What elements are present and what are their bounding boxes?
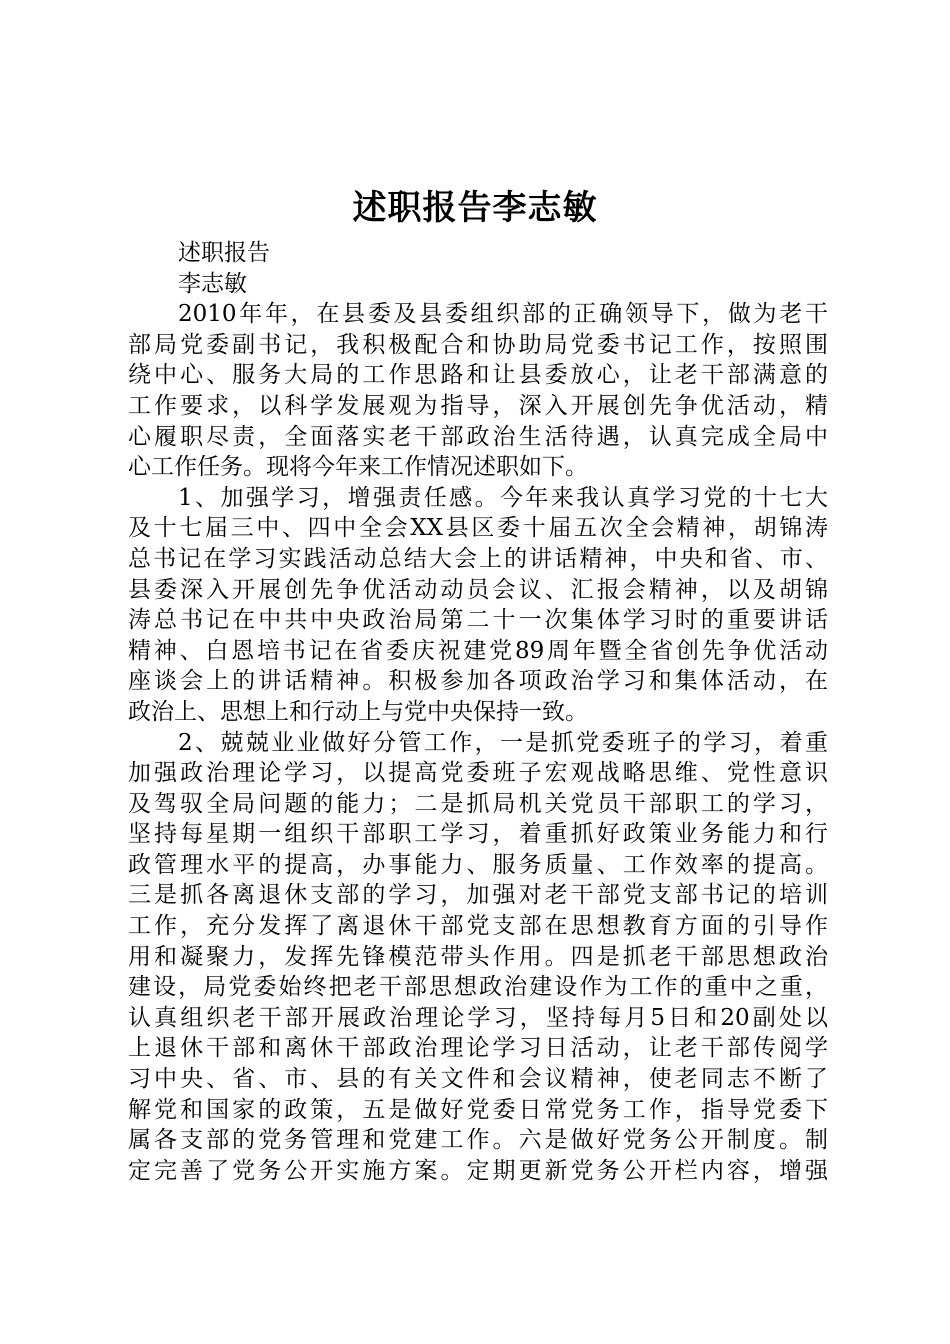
text-line: 及驾驭全局问题的能力；二是抓局机关党员干部职工的学习， <box>128 790 828 817</box>
text-line: 涛总书记在中共中央政治局第二十一次集体学习时的重要讲话 <box>128 607 828 634</box>
text-line: 解党和国家的政策，五是做好党委日常党务工作，指导党委下 <box>128 1096 828 1123</box>
text-line: 坚持每星期一组织干部职工学习，着重抓好政策业务能力和行 <box>128 821 828 848</box>
text-line: 定完善了党务公开实施方案。定期更新党务公开栏内容，增强 <box>128 1157 828 1184</box>
text-line: 绕中心、服务大局的工作思路和让县委放心，让老干部满意的 <box>128 362 828 389</box>
author-line: 李志敏 <box>178 270 247 297</box>
text-line: 心工作任务。现将今年来工作情况述职如下。 <box>128 454 588 481</box>
heading-line: 述职报告 <box>178 240 270 266</box>
text-line: 2、兢兢业业做好分管工作，一是抓党委班子的学习，着重 <box>178 729 828 756</box>
text-line: 建设，局党委始终把老干部思想政治建设作为工作的重中之重， <box>128 974 828 1001</box>
paragraph-1 <box>128 299 828 483</box>
text-line: 心履职尽责，全面落实老干部政治生活待遇，认真完成全局中 <box>128 423 828 450</box>
document-body <box>128 238 828 1186</box>
text-line: 习中央、省、市、县的有关文件和会议精神，使老同志不断了 <box>128 1066 828 1093</box>
text-line: 座谈会上的讲话精神。积极参加各项政治学习和集体活动，在 <box>128 668 828 695</box>
text-line: 上退休干部和离休干部政治理论学习日活动，让老干部传阅学 <box>128 1035 828 1062</box>
text-line: 工作要求，以科学发展观为指导，深入开展创先争优活动，精 <box>128 392 828 419</box>
document-title: 述职报告李志敏 <box>352 188 598 228</box>
text-line: 用和凝聚力，发挥先锋模范带头作用。四是抓老干部思想政治 <box>128 943 828 970</box>
text-line: 县委深入开展创先争优活动动员会议、汇报会精神，以及胡锦 <box>128 576 828 603</box>
text-line: 部局党委副书记，我积极配合和协助局党委书记工作，按照围 <box>128 331 828 358</box>
paragraph-3 <box>128 728 828 1187</box>
text-line: 政管理水平的提高，办事能力、服务质量、工作效率的提高。 <box>128 851 828 878</box>
text-line: 2010年年，在县委及县委组织部的正确领导下，做为老干 <box>178 301 828 328</box>
paragraph-2 <box>128 483 828 728</box>
text-line: 认真组织老干部开展政治理论学习，坚持每月5日和20副处以 <box>128 1004 828 1031</box>
text-line: 精神、白恩培书记在省委庆祝建党89周年暨全省创先争优活动 <box>128 637 828 664</box>
text-line: 1、加强学习，增强责任感。今年来我认真学习党的十七大 <box>178 484 828 511</box>
text-line: 加强政治理论学习，以提高党委班子宏观战略思维、党性意识 <box>128 760 828 787</box>
text-line: 三是抓各离退休支部的学习，加强对老干部党支部书记的培训 <box>128 882 828 909</box>
text-line: 工作，充分发挥了离退休干部党支部在思想教育方面的引导作 <box>128 913 828 940</box>
text-line: 及十七届三中、四中全会XX县区委十届五次全会精神，胡锦涛 <box>128 515 828 542</box>
text-line: 政治上、思想上和行动上与党中央保持一致。 <box>128 698 588 725</box>
text-line: 总书记在学习实践活动总结大会上的讲话精神，中央和省、市、 <box>128 545 828 572</box>
text-line: 属各支部的党务管理和党建工作。六是做好党务公开制度。制 <box>128 1127 828 1154</box>
